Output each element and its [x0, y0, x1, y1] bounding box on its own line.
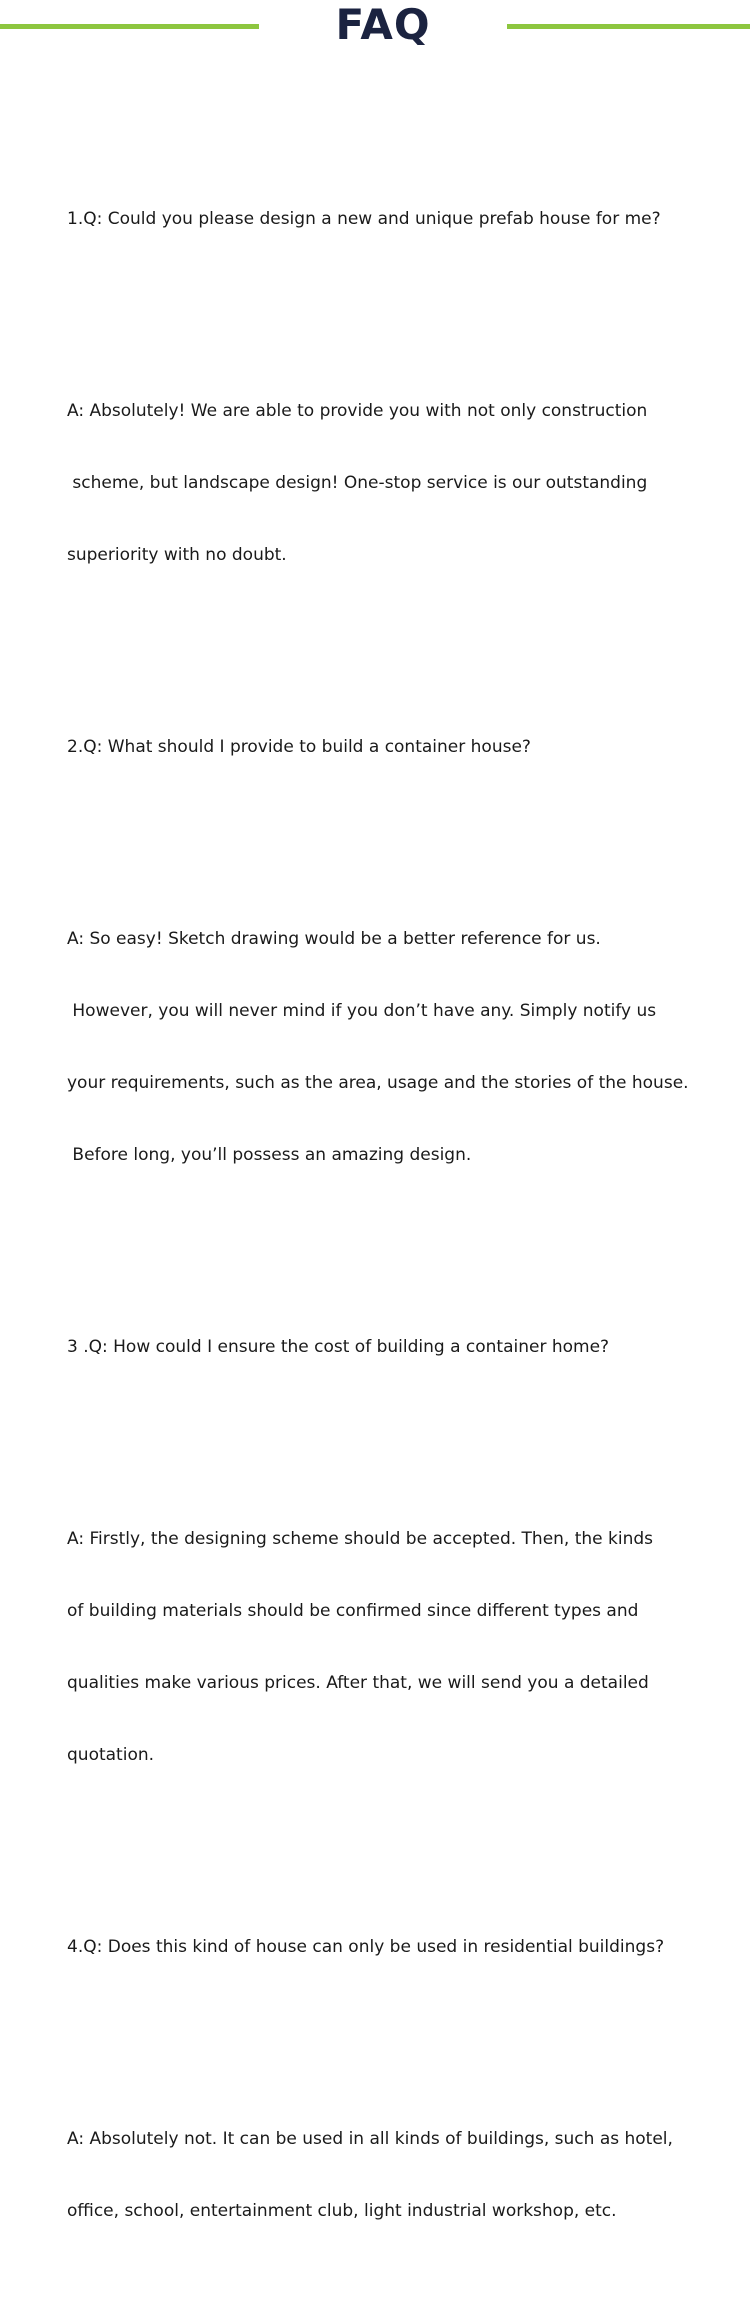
faq-line: quotation. — [67, 1745, 155, 1765]
faq-line: scheme, but landscape design! One-stop service is our outstanding — [67, 473, 648, 493]
faq-line: 4.Q: Does this kind of house can only be used in residential buildings? — [67, 1937, 665, 1957]
faq-line: of building materials should be confirmed since different types and — [67, 1601, 639, 1621]
faq-line: However, you will never mind if you don’t have any. Simply notify us — [67, 1001, 657, 1021]
faq-question-2 — [67, 687, 727, 807]
faq-line: superiority with no doubt. — [67, 545, 287, 565]
faq-answer-4 — [67, 2079, 727, 2271]
faq-content — [67, 111, 727, 2319]
faq-answer-1 — [67, 351, 727, 615]
faq-answer-3 — [67, 1479, 727, 1815]
faq-line: qualities make various prices. After that, we will send you a detailed — [67, 1673, 649, 1693]
faq-question-4 — [67, 1887, 727, 2007]
faq-line: 2.Q: What should I provide to build a container house? — [67, 737, 531, 757]
faq-line: 1.Q: Could you please design a new and unique prefab house for me? — [67, 209, 661, 229]
faq-line: A: Absolutely not. It can be used in all kinds of buildings, such as hotel, — [67, 2129, 673, 2149]
faq-line: office, school, entertainment club, light industrial workshop, etc. — [67, 2201, 617, 2221]
faq-line: your requirements, such as the area, usage and the stories of the house. — [67, 1073, 689, 1093]
faq-question-1 — [67, 159, 727, 279]
faq-line: A: Firstly, the designing scheme should be accepted. Then, the kinds — [67, 1529, 654, 1549]
right-divider — [507, 24, 750, 29]
faq-header — [0, 0, 750, 60]
left-divider — [0, 24, 259, 29]
faq-line: A: Absolutely! We are able to provide you with not only construction — [67, 401, 648, 421]
faq-question-3 — [67, 1287, 727, 1407]
faq-line: Before long, you’ll possess an amazing design. — [67, 1145, 472, 1165]
page-title: FAQ — [335, 0, 431, 49]
faq-line: 3 .Q: How could I ensure the cost of building a container home? — [67, 1337, 610, 1357]
faq-line: A: So easy! Sketch drawing would be a better reference for us. — [67, 929, 601, 949]
faq-answer-2 — [67, 879, 727, 1215]
